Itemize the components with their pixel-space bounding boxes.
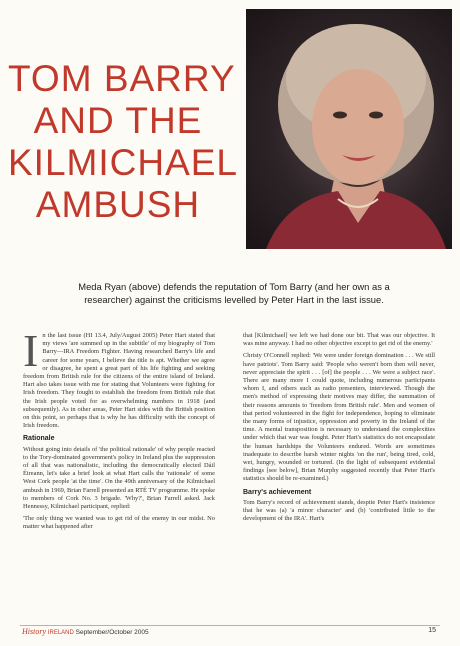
intro-paragraph: [23, 325, 215, 430]
subhead-rationale: Rationale: [23, 435, 55, 443]
drop-cap: I: [23, 325, 39, 376]
footer-magazine-name-2: IRELAND: [47, 630, 74, 636]
title-line-1: TOM BARRY: [8, 58, 236, 99]
footer-magazine-name: History: [22, 627, 46, 636]
quote-paragraph: 'The only thing we wanted was to get rid of the enemy in our midst. No matter what happened after: [23, 515, 215, 531]
author-portrait-photo: [246, 9, 452, 249]
article-standfirst: Meda Ryan (above) defends the reputation of Tom Barry (and her own as a researcher) against the criticisms levelled by Peter Hart in the last issue.: [78, 281, 390, 305]
quote-continued-paragraph: that [Kilmichael] we left we had done our bit. That was our objective. It was mine anyway. I had no other objective except to get rid of the enemy.': [243, 332, 435, 348]
left-column: [23, 325, 215, 536]
footer-masthead: [22, 627, 149, 636]
title-line-2: AND THE: [33, 100, 203, 141]
achievement-paragraph: Tom Barry's record of achievement stands, despite Peter Hart's insistence that he was (a) 'a minor character' and (b) 'contributed little to the development of the IRA'. Hart's: [243, 498, 435, 523]
title-line-3: KILMICHAEL: [8, 142, 239, 183]
right-column: [243, 332, 435, 527]
title-line-4: AMBUSH: [35, 184, 201, 225]
rationale-paragraph: Without going into details of 'the political rationale' of why people reacted to the Tory-dominated government's policy in Ireland plus the suppression of all that was nationalistic, including the democratically elected Dáil Éireann, let's take a brief look at what Hart calls the 'rationale' of some West Cork people 'at the time'. On the 49th anniversary of the Kilmichael ambush in 1969, Brian Farrell presented an RTÉ TV programme. He spoke to members of Cork No. 3 brigade. 'Why?', Brian Farrell asked. Jack Hennessy, Kilmichael participant, replied:: [23, 445, 215, 511]
footer-divider: [20, 625, 440, 626]
subhead-barrys-achievement: Barry's achievement: [243, 488, 312, 496]
page-number: 15: [428, 627, 436, 634]
footer-issue-date: September/October 2005: [75, 629, 149, 636]
article-title: [8, 58, 239, 226]
portrait-photo-icon: [246, 9, 452, 249]
oconnell-paragraph: Christy O'Connell replied: 'We were under foreign domination . . . We still have patriots'. Tom Barry said: 'People who weren't born then will never, never appreciate the spirit . . . [of] the people . . . We were a subject race'. There are many more I could quote, including numerous participants whom I, and others such as radio presenters, interviewed. Though the men's method of expressing their motives may differ, the summation of their reasons amounts to 'freedom from British rule'. Men and women of that period volunteered in the fight for independence, hoping to eliminate the many forms of injustice, oppression and poverty in the Ireland of the time. A mental transposition is necessary to understand the complexities under which that war was fought. Peter Hart's statistics do not encapsulate the human hardships the Volunteers endured. Words are sometimes inadequate to describe harsh winter nights 'on the run', being tired, cold, wet, hungry, wounded or tortured. (In the light of subsequent evidential findings [see below], Brian Murphy suggested recently that Peter Hart's statistics should be re-examined.): [243, 352, 435, 483]
intro-text: n the last issue (HI 13.4, July/August 2005) Peter Hart stated that my views 'are summed up in the subtitle' of my biography of Tom Barry—IRA Freedom Fighter. Having researched Barry's life and career for some years, I believe the title is apt. Whether we agree or disagree, he spent a great part of his life fighting and seeking freedom from British rule for the citizens of the entire island of Ireland. Hart also takes issue with me for stating that Volunteers were fighting for Irish freedom. They fought to establish the freedom from British rule that the Irish people voted for as overwhelming numbers in 1918 (and subsequently). As in other areas, Peter Hart sides with the British position on this point, so perhaps that is why he has difficulty with the concept of Irish freedom.: [23, 332, 215, 430]
